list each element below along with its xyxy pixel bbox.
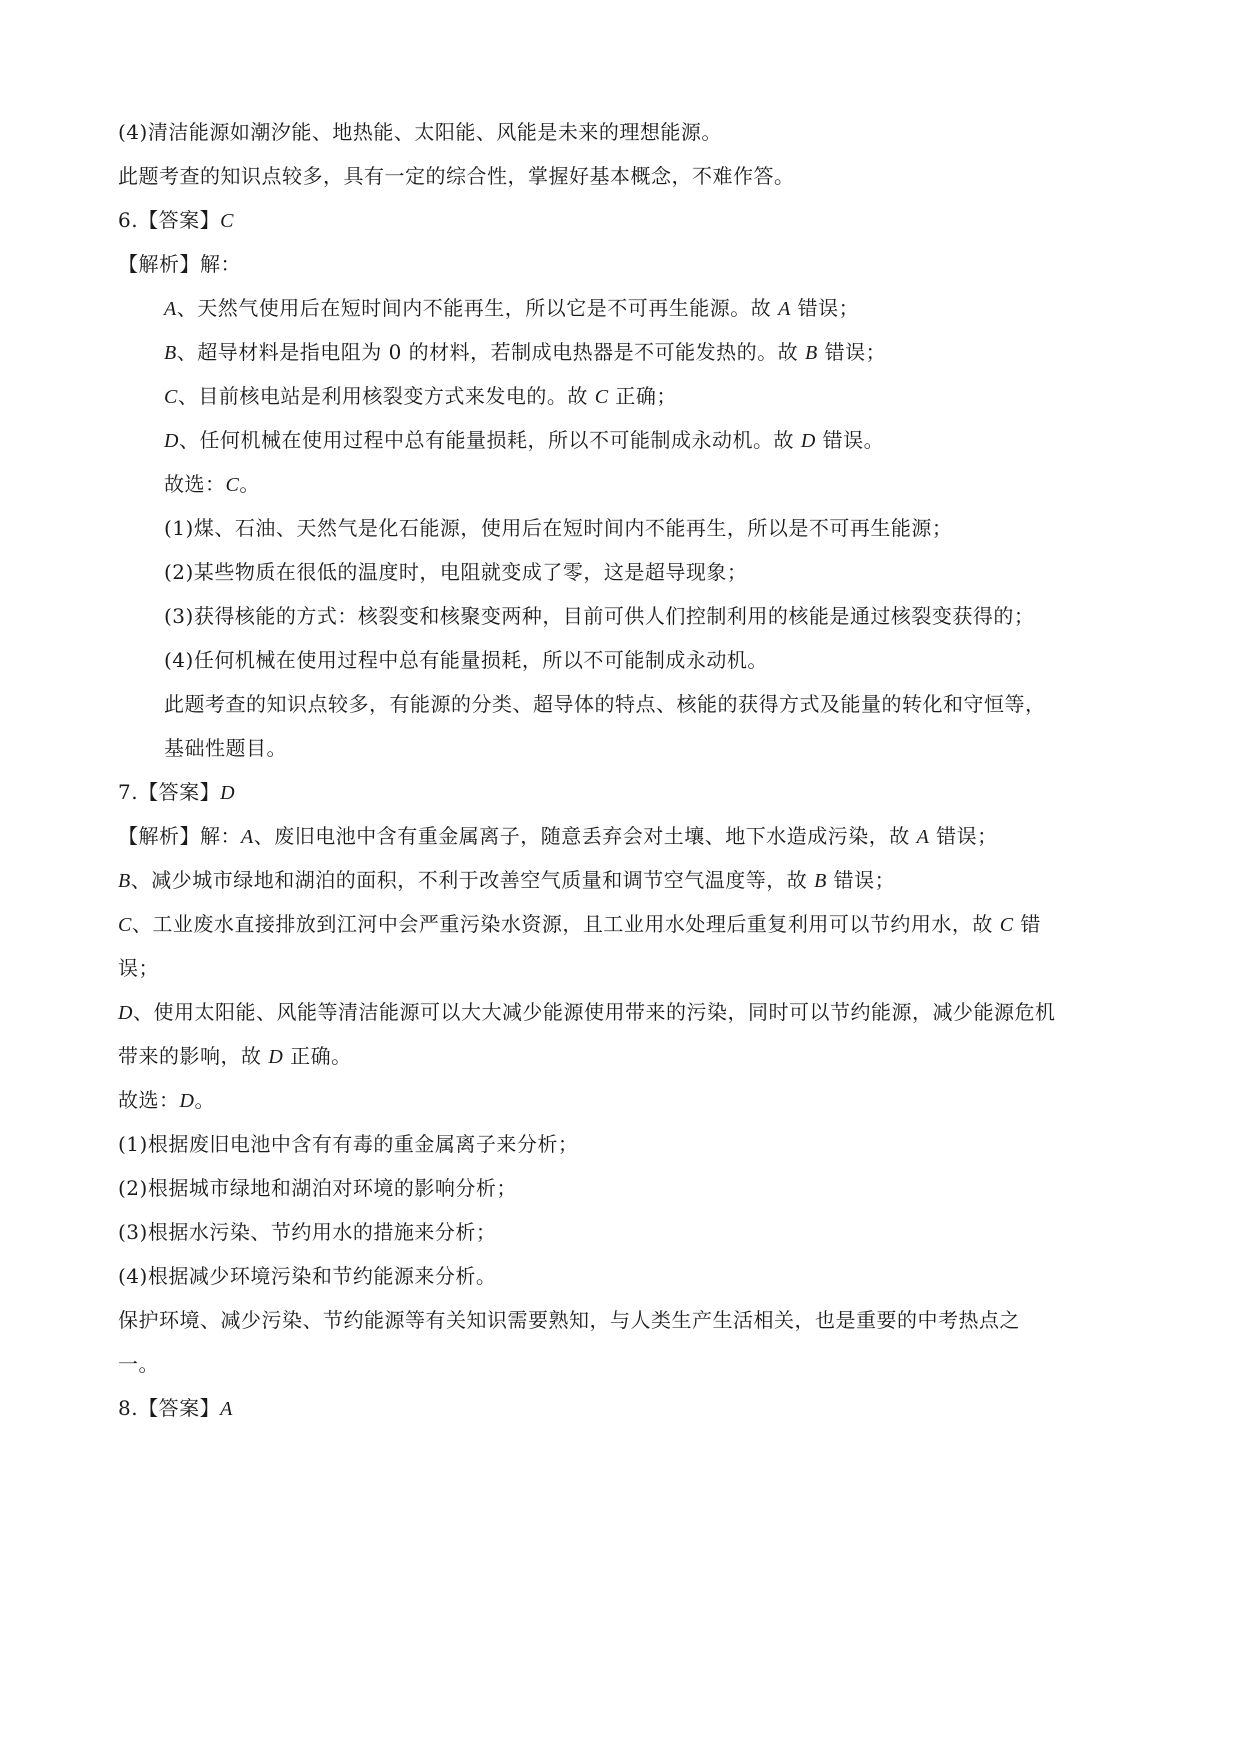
text-line: D、使用太阳能、风能等清洁能源可以大大减少能源使用带来的污染，同时可以节约能源，减少能源危机	[118, 1000, 1056, 1024]
text-line: 此题考查的知识点较多，有能源的分类、超导体的特点、核能的获得方式及能量的转化和守恒等，	[164, 692, 1046, 716]
analysis-heading: 【解析】解：A、废旧电池中含有重金属离子，随意丢弃会对土壤、地下水造成污染，故 A 错误；	[118, 824, 998, 848]
text-line: (4)任何机械在使用过程中总有能量损耗，所以不可能制成永动机。	[164, 648, 768, 672]
text-line: 保护环境、减少污染、节约能源等有关知识需要熟知，与人类生产生活相关，也是重要的中考热点之	[118, 1308, 1020, 1332]
text-line: 误；	[118, 956, 159, 980]
text-line: (3)获得核能的方式：核裂变和核聚变两种，目前可供人们控制利用的核能是通过核裂变获得的；	[164, 604, 1035, 628]
answer-heading-8: 8.【答案】A	[118, 1396, 233, 1420]
choice-line: 故选：D。	[118, 1088, 215, 1112]
text-line: 此题考查的知识点较多，具有一定的综合性，掌握好基本概念，不难作答。	[118, 164, 795, 188]
text-line: C、工业废水直接排放到江河中会严重污染水资源，且工业用水处理后重复利用可以节约用水，故 C 错	[118, 912, 1041, 936]
text-line: 一。	[118, 1352, 159, 1376]
answer-heading-7: 7.【答案】D	[118, 780, 236, 804]
text-line: B、减少城市绿地和湖泊的面积，不利于改善空气质量和调节空气温度等，故 B 错误；	[118, 868, 896, 892]
text-line: (2)某些物质在很低的温度时，电阻就变成了零，这是超导现象；	[164, 560, 748, 584]
text-line: B、超导材料是指电阻为 0 的材料，若制成电热器是不可能发热的。故 B 错误；	[164, 340, 887, 364]
text-line: (2)根据城市绿地和湖泊对环境的影响分析；	[118, 1176, 517, 1200]
text-line: (1)根据废旧电池中含有有毒的重金属离子来分析；	[118, 1132, 579, 1156]
answer-heading-6: 6.【答案】C	[118, 208, 234, 232]
text-line: A、天然气使用后在短时间内不能再生，所以它是不可再生能源。故 A 错误；	[164, 296, 860, 320]
text-line: 带来的影响，故 D 正确。	[118, 1044, 352, 1068]
text-line: D、任何机械在使用过程中总有能量损耗，所以不可能制成永动机。故 D 错误。	[164, 428, 885, 452]
text-line: 基础性题目。	[164, 736, 287, 760]
analysis-heading: 【解析】解：	[118, 252, 241, 276]
choice-line: 故选：C。	[164, 472, 260, 496]
text-line: (4)根据减少环境污染和节约能源来分析。	[118, 1264, 497, 1288]
text-line: (3)根据水污染、节约用水的措施来分析；	[118, 1220, 497, 1244]
text-line: (4)清洁能源如潮汐能、地热能、太阳能、风能是未来的理想能源。	[118, 120, 722, 144]
text-line: (1)煤、石油、天然气是化石能源，使用后在短时间内不能再生，所以是不可再生能源；	[164, 516, 953, 540]
text-line: C、目前核电站是利用核裂变方式来发电的。故 C 正确；	[164, 384, 677, 408]
